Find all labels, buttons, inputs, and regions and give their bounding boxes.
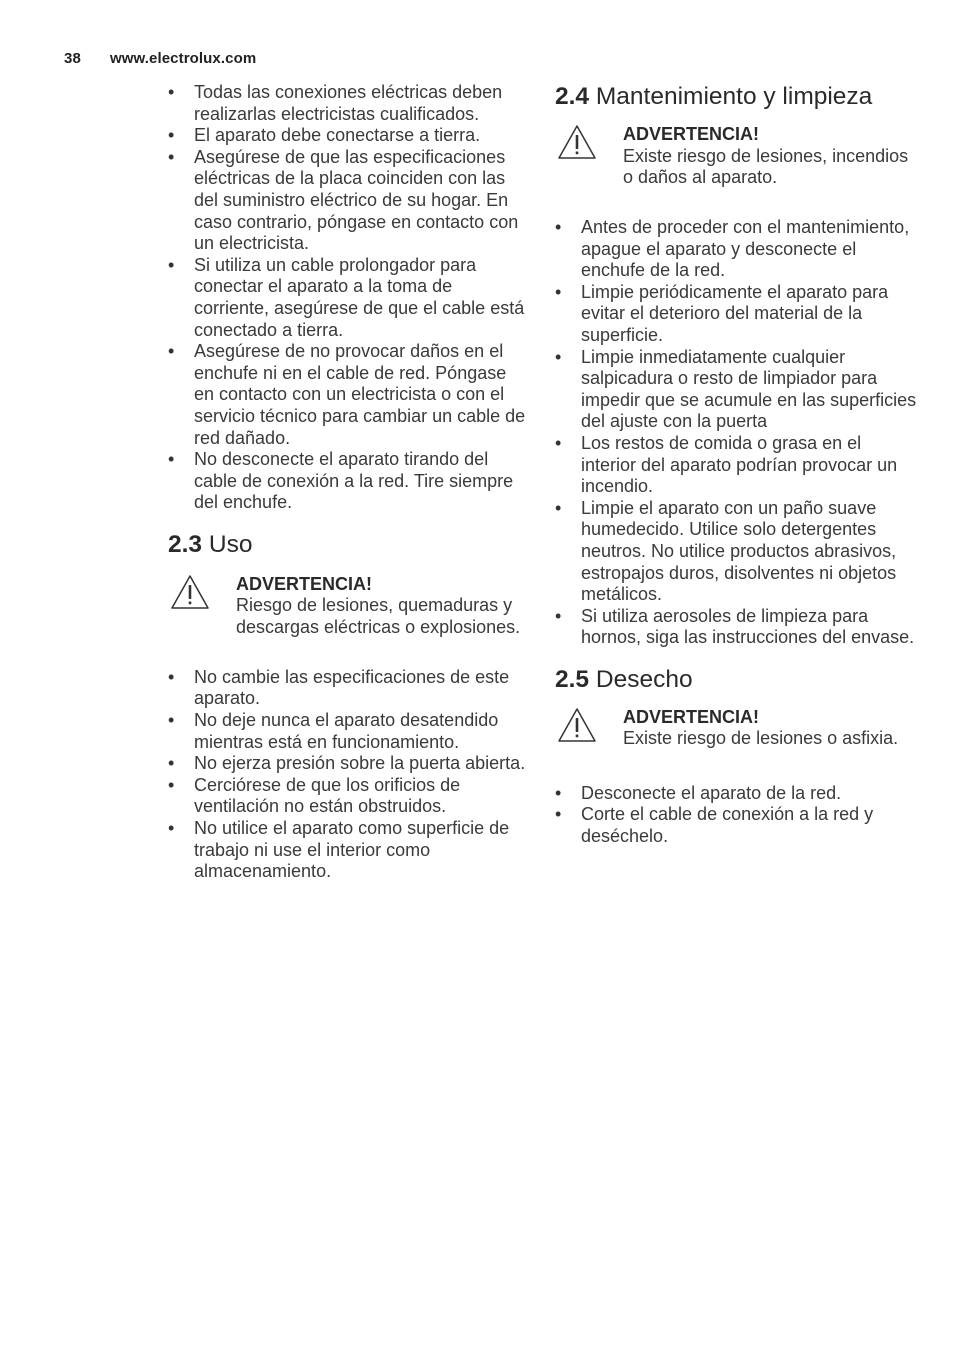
list-item: • No utilice el aparato como superficie de trabajo ni use el interior como almacenamiento. — [168, 818, 528, 883]
list-item: • Limpie el aparato con un paño suave humedecido. Utilice solo detergentes neutros. No utilice productos abrasivos, estropajos duros, disolventes ni objetos metálicos. — [555, 498, 917, 606]
section-number: 2.5 — [555, 665, 590, 693]
warning-title: ADVERTENCIA! — [623, 706, 760, 727]
warning-box-mantenimiento — [555, 124, 917, 194]
warning-box-uso — [168, 574, 528, 644]
right-column — [555, 82, 917, 848]
list-item: • Limpie inmediatamente cualquier salpicadura o resto de limpiador para impedir que se acumule en las superficies del ajuste con la puerta — [555, 347, 917, 433]
section-heading-uso — [168, 530, 528, 560]
list-item: • Todas las conexiones eléctricas deben realizarlas electricistas cualificados. — [168, 82, 528, 125]
intro-bullet-list — [168, 82, 528, 514]
uso-bullet-list — [168, 667, 528, 883]
list-item: • Asegúrese de que las especificaciones eléctricas de la placa coinciden con las del suministro eléctrico de su hogar. En caso contrario, póngase en contacto con un electricista. — [168, 147, 528, 255]
section-title: Uso — [208, 530, 253, 558]
list-item: • Antes de proceder con el mantenimiento, apague el aparato y desconecte el enchufe de la red. — [555, 217, 917, 282]
list-item: • El aparato debe conectarse a tierra. — [168, 125, 528, 147]
section-title: Desecho — [595, 665, 693, 693]
warning-text: Riesgo de lesiones, quemaduras y descargas eléctricas o explosiones. — [236, 595, 521, 638]
list-item: • No deje nunca el aparato desatendido mientras está en funcionamiento. — [168, 710, 528, 753]
section-heading-desecho — [555, 665, 917, 695]
desecho-bullet-list — [555, 783, 917, 848]
website-url: www.electrolux.com — [110, 50, 257, 67]
warning-text: Existe riesgo de lesiones, incendios o daños al aparato. — [623, 145, 909, 188]
page-number: 38 — [64, 50, 81, 67]
section-title: Mantenimiento y limpieza — [595, 83, 873, 110]
warning-title: ADVERTENCIA! — [236, 573, 373, 594]
warning-title: ADVERTENCIA! — [623, 124, 760, 144]
list-item: • Corte el cable de conexión a la red y deséchelo. — [555, 804, 917, 847]
list-item: • Los restos de comida o grasa en el interior del aparato podrían provocar un incendio. — [555, 433, 917, 498]
list-item: • No cambie las especificaciones de este aparato. — [168, 667, 528, 710]
list-item: • Asegúrese de no provocar daños en el enchufe ni en el cable de red. Póngase en contacto con un electricista o con el servicio técnico para cambiar un cable de red dañado. — [168, 341, 528, 449]
warning-triangle-icon — [170, 574, 210, 610]
page-header — [64, 50, 256, 67]
section-heading-mantenimiento — [555, 82, 917, 112]
list-item: • Limpie periódicamente el aparato para evitar el deterioro del material de la superficie. — [555, 282, 917, 347]
mantenimiento-bullet-list — [555, 217, 917, 649]
section-number: 2.4 — [555, 83, 590, 110]
list-item: • No desconecte el aparato tirando del cable de conexión a la red. Tire siempre del enchufe. — [168, 449, 528, 514]
list-item: • No ejerza presión sobre la puerta abierta. — [168, 753, 528, 775]
warning-text: Existe riesgo de lesiones o asfixia. — [623, 728, 899, 749]
warning-triangle-icon — [557, 707, 597, 743]
list-item: • Cerciórese de que los orificios de ventilación no están obstruidos. — [168, 775, 528, 818]
warning-triangle-icon — [557, 124, 597, 160]
section-number: 2.3 — [168, 530, 203, 558]
left-column — [168, 82, 528, 883]
warning-box-desecho — [555, 707, 917, 767]
list-item: • Si utiliza un cable prolongador para conectar el aparato a la toma de corriente, asegúrese de que el cable está conectado a tierra. — [168, 255, 528, 341]
list-item: • Si utiliza aerosoles de limpieza para hornos, siga las instrucciones del envase. — [555, 606, 917, 649]
list-item: • Desconecte el aparato de la red. — [555, 783, 917, 805]
